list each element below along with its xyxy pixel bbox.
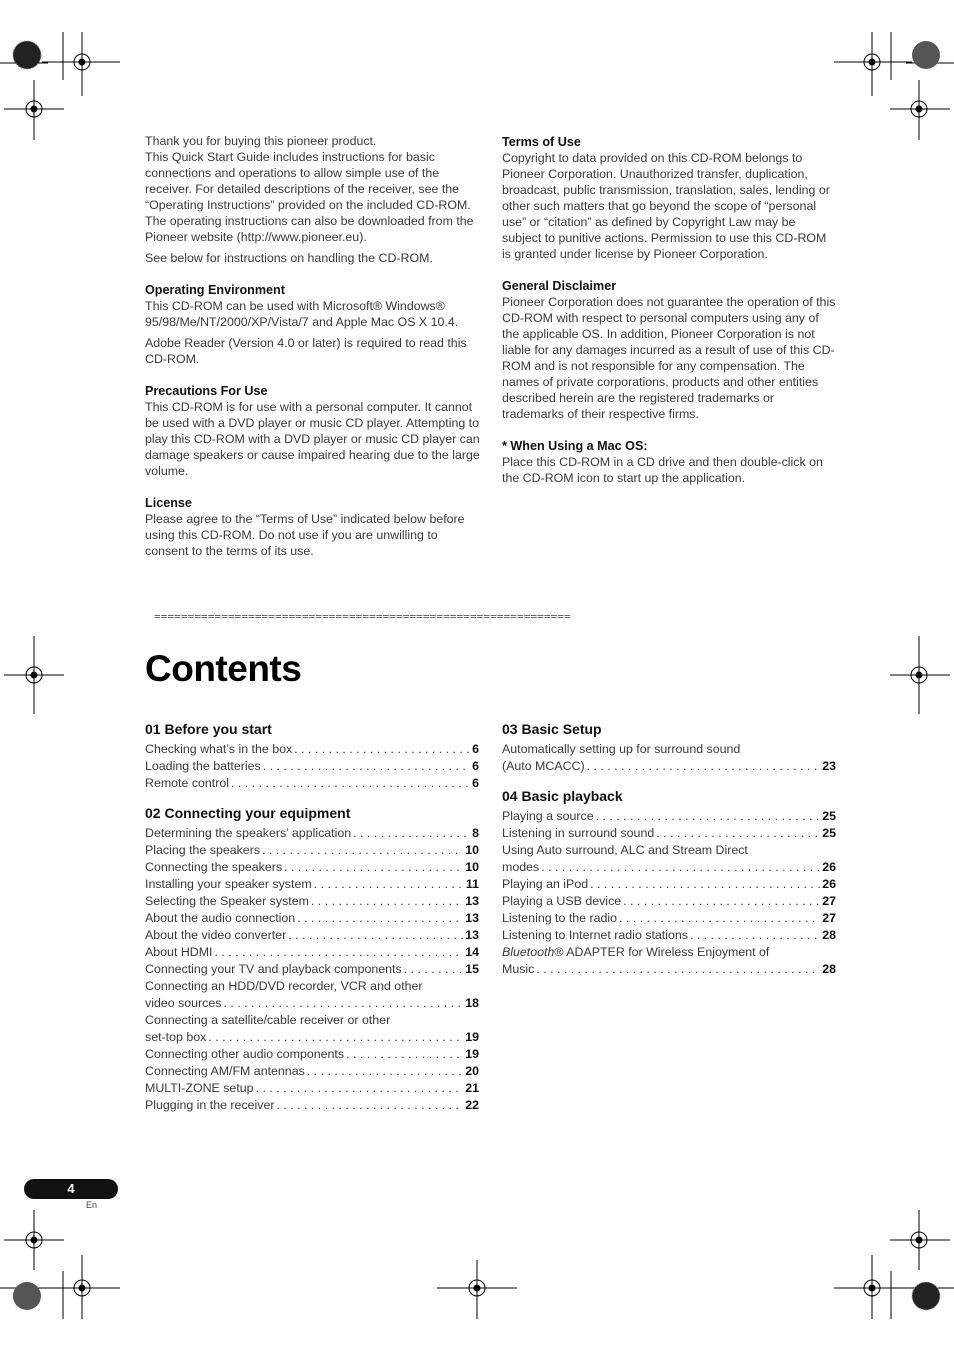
toc-entry[interactable] — [145, 927, 479, 944]
toc-entry[interactable] — [502, 927, 836, 944]
toc-page-number: 15 — [465, 962, 479, 976]
toc-entry-text: ® ADAPTER for Wireless Enjoyment of — [554, 945, 770, 959]
section-precautions — [145, 383, 481, 479]
toc-entry[interactable] — [145, 825, 479, 842]
toc-page-number: 25 — [822, 826, 836, 840]
toc-page-number: 26 — [822, 860, 836, 874]
toc-page-number: 13 — [465, 911, 479, 925]
toc-dot-leader — [223, 995, 463, 1012]
toc-dot-leader — [590, 876, 820, 893]
toc-page-number: 11 — [465, 877, 479, 891]
toc-page-number: 27 — [822, 894, 836, 908]
intro-column-right — [502, 134, 836, 500]
heading-general-disclaimer: General Disclaimer — [502, 279, 617, 293]
toc-entry-title: Connecting other audio components — [145, 1047, 345, 1061]
toc-section-04 — [502, 787, 836, 978]
toc-page-number: 19 — [465, 1030, 479, 1044]
toc-entry-text: Using Auto surround, ALC and Stream Direct — [502, 843, 748, 857]
toc-entry[interactable] — [145, 944, 479, 961]
intro-column-left — [145, 133, 481, 573]
text-precautions: This CD-ROM is for use with a personal computer. It cannot be used with a DVD player or music CD player. Attempting to play this CD-ROM with a DVD player or music CD player can damage speakers or cause impaired hearing due to the large volume. — [145, 400, 480, 478]
toc-page-number: 21 — [465, 1081, 479, 1095]
intro-text-see-below: See below for instructions on handling the CD-ROM. — [145, 251, 433, 265]
toc-dot-leader — [294, 741, 470, 758]
toc-heading-04[interactable]: 04 Basic playback — [502, 788, 623, 804]
text-terms-of-use: Copyright to data provided on this CD-ROM belongs to Pioneer Corporation. Unauthorized transfer, duplication, broadcast, public transmission, translation, sales, lending or other such matters that go beyond the scope of “personal use” or “citation” as defined by Copyright Law may be subject to punitive actions. Permission to use this CD-ROM is granted under license by Pioneer Corporation. — [502, 151, 830, 261]
toc-dot-leader — [596, 808, 821, 825]
toc-section-02 — [145, 804, 479, 1114]
toc-dot-leader — [404, 961, 464, 978]
toc-entry-line1[interactable] — [502, 842, 836, 859]
toc-dot-leader — [346, 1046, 463, 1063]
toc-entry[interactable] — [502, 876, 836, 893]
toc-entry[interactable] — [145, 1063, 479, 1080]
toc-entry[interactable] — [145, 910, 479, 927]
toc-entry[interactable] — [145, 1046, 479, 1063]
toc-entry[interactable] — [502, 893, 836, 910]
toc-entry[interactable] — [145, 775, 479, 792]
toc-dot-leader — [256, 1080, 464, 1097]
intro-text-guide: This Quick Start Guide includes instructions for basic connections and operations to allow simple use of the receiver. For detailed descriptions of the receiver, see the “Operating Instructions” provided on the included CD-ROM. The operating instructions can also be downloaded from the Pioneer website (http://www.pioneer.eu). — [145, 150, 474, 244]
toc-entry-title: video sources — [145, 996, 222, 1010]
toc-entry-title: Determining the speakers’ application — [145, 826, 352, 840]
toc-entry-emphasis: Bluetooth — [502, 945, 555, 959]
heading-operating-environment: Operating Environment — [145, 283, 285, 297]
toc-entry[interactable] — [145, 1029, 479, 1046]
toc-entry-title: Music — [502, 962, 535, 976]
toc-heading-01[interactable]: 01 Before you start — [145, 721, 272, 737]
toc-page-number: 6 — [472, 776, 479, 790]
heading-terms-of-use: Terms of Use — [502, 135, 581, 149]
toc-entry-line1[interactable] — [145, 978, 479, 995]
toc-entry-line1[interactable] — [145, 1012, 479, 1029]
toc-dot-leader — [311, 893, 463, 910]
language-code: En — [86, 1200, 98, 1210]
toc-entry[interactable] — [502, 808, 836, 825]
toc-section-03 — [502, 720, 836, 775]
toc-entry-text: Connecting an HDD/DVD recorder, VCR and other — [145, 979, 423, 993]
toc-entry[interactable] — [145, 859, 479, 876]
text-general-disclaimer: Pioneer Corporation does not guarantee the operation of this CD-ROM with respect to personal computers using any of the applicable OS. In addition, Pioneer Corporation is not liable for any damages incurred as a result of use of this CD-ROM and is not responsible for any compensation. The names of private corporations, products and other entities described herein are the registered trademarks or trademarks of their respective firms. — [502, 295, 836, 421]
toc-entry-title: Playing an iPod — [502, 877, 589, 891]
toc-page-number: 27 — [822, 911, 836, 925]
text-license: Please agree to the “Terms of Use” indicated below before using this CD-ROM. Do not use if you are unwilling to consent to the terms of its use. — [145, 512, 465, 558]
toc-dot-leader — [231, 775, 470, 792]
toc-entry-text: Connecting a satellite/cable receiver or other — [145, 1013, 391, 1027]
toc-entry-title: Connecting AM/FM antennas — [145, 1064, 305, 1078]
toc-page-number: 28 — [822, 962, 836, 976]
toc-page-number: 23 — [822, 759, 836, 773]
toc-entry[interactable] — [145, 995, 479, 1012]
toc-dot-leader — [263, 758, 470, 775]
section-general-disclaimer — [502, 278, 836, 422]
toc-entry-line1[interactable] — [502, 944, 836, 961]
toc-entry-title: Plugging in the receiver — [145, 1098, 275, 1112]
toc-page-number: 19 — [465, 1047, 479, 1061]
toc-page-number: 8 — [472, 826, 479, 840]
toc-heading-03[interactable]: 03 Basic Setup — [502, 721, 602, 737]
toc-entry[interactable] — [502, 961, 836, 978]
toc-entry-title: Listening to the radio — [502, 911, 618, 925]
toc-entry[interactable] — [502, 910, 836, 927]
toc-dot-leader — [314, 876, 464, 893]
toc-dot-leader — [353, 825, 470, 842]
toc-entry-title: Playing a USB device — [502, 894, 622, 908]
toc-entry-line1[interactable] — [502, 741, 836, 758]
toc-dot-leader — [656, 825, 820, 842]
toc-section-01 — [145, 720, 479, 792]
toc-dot-leader — [587, 758, 821, 775]
toc-page-number: 25 — [822, 809, 836, 823]
toc-entry-title: (Auto MCACC) — [502, 759, 585, 773]
toc-dot-leader — [307, 1063, 463, 1080]
toc-entry[interactable] — [145, 876, 479, 893]
toc-entry-title: Installing your speaker system — [145, 877, 312, 891]
intro-text-thanks: Thank you for buying this pioneer product. — [145, 134, 377, 148]
toc-entry-title: Connecting your TV and playback components — [145, 962, 402, 976]
toc-entry[interactable] — [145, 1080, 479, 1097]
toc-entry[interactable] — [145, 1097, 479, 1114]
toc-page-number: 6 — [472, 742, 479, 756]
heading-precautions: Precautions For Use — [145, 384, 268, 398]
toc-entry[interactable] — [502, 825, 836, 842]
toc-entry-title: set-top box — [145, 1030, 207, 1044]
toc-dot-leader — [262, 842, 463, 859]
toc-page-number: 10 — [465, 860, 479, 874]
text-operating-environment-2: Adobe Reader (Version 4.0 or later) is required to read this CD-ROM. — [145, 336, 467, 366]
toc-page-number: 18 — [465, 996, 479, 1010]
toc-entry-title: modes — [502, 860, 540, 874]
toc-dot-leader — [623, 893, 820, 910]
heading-mac-os: * When Using a Mac OS: — [502, 439, 648, 453]
toc-dot-leader — [288, 927, 463, 944]
toc-column-left — [145, 720, 479, 1126]
toc-entry-title: About the audio connection — [145, 911, 296, 925]
toc-dot-leader — [297, 910, 463, 927]
toc-entry-title: Playing a source — [502, 809, 594, 823]
toc-page-number: 14 — [465, 945, 479, 959]
toc-entry-title: MULTI-ZONE setup — [145, 1081, 254, 1095]
toc-entry-title: About the video converter — [145, 928, 287, 942]
toc-heading-02[interactable]: 02 Connecting your equipment — [145, 805, 351, 821]
toc-entry-text: Automatically setting up for surround sound — [502, 742, 741, 756]
toc-dot-leader — [619, 910, 820, 927]
text-mac-os: Place this CD-ROM in a CD drive and then double-click on the CD-ROM icon to start up the application. — [502, 455, 823, 485]
separator-line: ============================================================== — [154, 610, 571, 623]
toc-entry-title: Selecting the Speaker system — [145, 894, 309, 908]
toc-page-number: 6 — [472, 759, 479, 773]
toc-entry-title: Placing the speakers — [145, 843, 261, 857]
toc-entry[interactable] — [502, 758, 836, 775]
toc-page-number: 10 — [465, 843, 479, 857]
page-number-badge: 4 — [24, 1179, 118, 1199]
toc-entry-title: About HDMI — [145, 945, 213, 959]
toc-dot-leader — [284, 859, 463, 876]
toc-entry-title: Loading the batteries — [145, 759, 261, 773]
section-license — [145, 495, 481, 559]
toc-dot-leader — [214, 944, 463, 961]
toc-entry[interactable] — [145, 842, 479, 859]
toc-page-number: 13 — [465, 928, 479, 942]
toc-entry-title: Listening to Internet radio stations — [502, 928, 688, 942]
heading-license: License — [145, 496, 192, 510]
section-operating-environment — [145, 282, 481, 367]
section-mac-os — [502, 438, 836, 486]
toc-entry[interactable] — [145, 961, 479, 978]
toc-page-number: 28 — [822, 928, 836, 942]
toc-entry[interactable] — [145, 758, 479, 775]
text-operating-environment-1: This CD-ROM can be used with Microsoft® Windows® 95/98/Me/NT/2000/XP/Vista/7 and Apple Mac OS X 10.4. — [145, 299, 459, 329]
toc-entry[interactable] — [502, 859, 836, 876]
page-title: Contents — [145, 648, 302, 689]
toc-dot-leader — [536, 961, 820, 978]
toc-entry-title: Remote control — [145, 776, 230, 790]
toc-dot-leader — [277, 1097, 464, 1114]
toc-column-right — [502, 720, 836, 990]
toc-page-number: 26 — [822, 877, 836, 891]
toc-entry[interactable] — [145, 741, 479, 758]
toc-entry-title: Listening in surround sound — [502, 826, 655, 840]
toc-entry[interactable] — [145, 893, 479, 910]
toc-page-number: 22 — [465, 1098, 479, 1112]
toc-dot-leader — [690, 927, 820, 944]
toc-entry-title: Connecting the speakers — [145, 860, 283, 874]
toc-dot-leader — [541, 859, 820, 876]
toc-page-number: 20 — [465, 1064, 479, 1078]
section-terms-of-use — [502, 134, 836, 262]
toc-entry-title: Checking what’s in the box — [145, 742, 293, 756]
toc-page-number: 13 — [465, 894, 479, 908]
toc-dot-leader — [208, 1029, 463, 1046]
